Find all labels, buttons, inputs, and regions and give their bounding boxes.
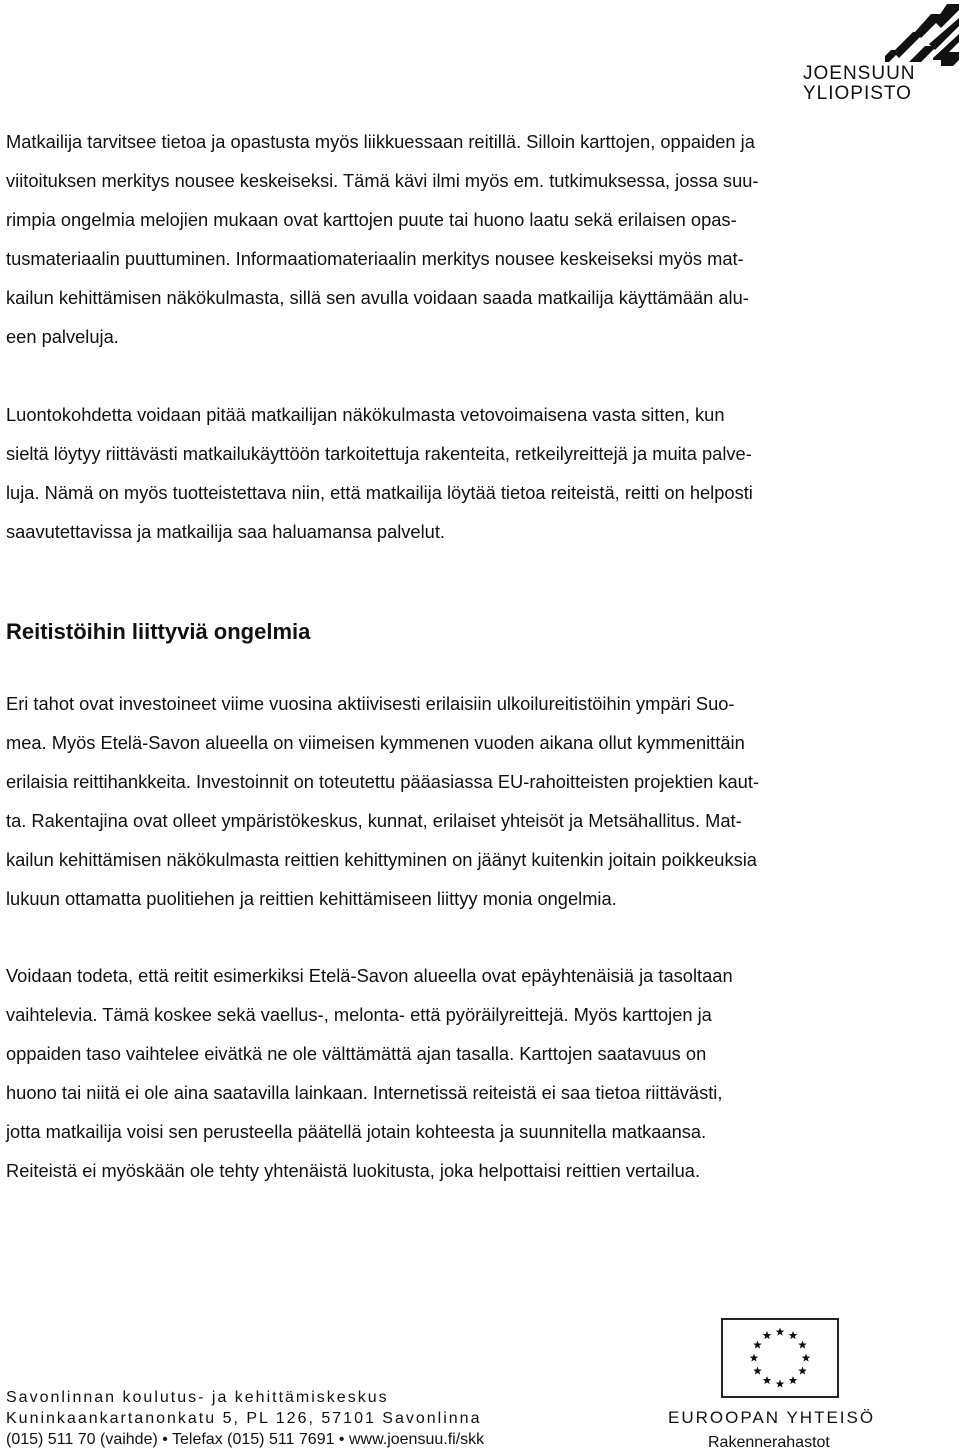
paragraph-line: rimpia ongelmia melojien mukaan ovat karttojen puute tai huono laatu sekä erilaisen opas- <box>6 209 737 230</box>
paragraph-line: Luontokohdetta voidaan pitää matkailijan näkökulmasta vetovoimaisena vasta sitten, kun <box>6 404 725 425</box>
paragraph-line: kailun kehittämisen näkökulmasta, sillä sen avulla voidaan saada matkailija käyttämään alu- <box>6 287 749 308</box>
paragraph-4 <box>6 956 930 1190</box>
footer-address: Kuninkaankartanonkatu 5, PL 126, 57101 Savonlinna <box>6 1410 482 1427</box>
eu-title: EUROOPAN YHTEISÖ <box>668 1408 876 1427</box>
paragraph-line: Matkailija tarvitsee tietoa ja opastusta myös liikkuessaan reitillä. Silloin karttojen, oppaiden ja <box>6 131 755 152</box>
paragraph-line: ta. Rakentajina ovat olleet ympäristökeskus, kunnat, erilaiset yhteisöt ja Metsähallitus. Mat- <box>6 810 742 831</box>
paragraph-line: saavutettavissa ja matkailija saa haluamansa palvelut. <box>6 521 445 542</box>
paragraph-line: luja. Nämä on myös tuotteistettava niin, että matkailija löytää tietoa reiteistä, reitti on helposti <box>6 482 753 503</box>
logo-line-1: JOENSUUN <box>803 63 916 84</box>
paragraph-line: tusmateriaalin puuttuminen. Informaatiomateriaalin merkitys nousee keskeiseksi myös mat- <box>6 248 744 269</box>
paragraph-2 <box>6 395 930 551</box>
paragraph-line: viitoituksen merkitys nousee keskeiseksi. Tämä kävi ilmi myös em. tutkimuksessa, jossa suu- <box>6 170 759 191</box>
paragraph-line: sieltä löytyy riittävästi matkailukäyttöön tarkoitettuja rakenteita, retkeilyreittejä ja muita palve- <box>6 443 752 464</box>
logo-mark-icon <box>885 4 959 66</box>
paragraph-1 <box>6 122 930 356</box>
paragraph-3 <box>6 684 930 918</box>
paragraph-line: Voidaan todeta, että reitit esimerkiksi Etelä-Savon alueella ovat epäyhtenäisiä ja tasoltaan <box>6 965 733 986</box>
section-heading: Reitistöihin liittyviä ongelmia <box>6 619 311 644</box>
paragraph-line: huono tai niitä ei ole aina saatavilla lainkaan. Internetissä reiteistä ei saa tietoa riittävästi, <box>6 1082 723 1103</box>
logo-line-2: YLIOPISTO <box>803 83 912 104</box>
footer-org: Savonlinnan koulutus- ja kehittämiskeskus <box>6 1389 389 1406</box>
paragraph-line: Reiteistä ei myöskään ole tehty yhtenäistä luokitusta, joka helpottaisi reittien vertailua. <box>6 1160 701 1181</box>
eu-logo <box>668 1318 898 1452</box>
paragraph-line: jotta matkailija voisi sen perusteella päätellä jotain kohteesta ja suunnitella matkaansa. <box>6 1121 707 1142</box>
paragraph-line: mea. Myös Etelä-Savon alueella on viimeisen kymmenen vuoden aikana ollut kymmenittäin <box>6 732 745 753</box>
paragraph-line: kailun kehittämisen näkökulmasta reittien kehittyminen on jäänyt kuitenkin joitain poikkeuksia <box>6 849 757 870</box>
paragraph-line: erilaisia reittihankkeita. Investoinnit on toteutettu pääasiassa EU-rahoitteisten projektien kaut- <box>6 771 759 792</box>
paragraph-line: Eri tahot ovat investoineet viime vuosina aktiivisesti erilaisiin ulkoilureitistöihin ympäri Suo- <box>6 693 735 714</box>
eu-subtitle: Rakennerahastot <box>708 1434 830 1451</box>
paragraph-line: lukuun ottamatta puolitiehen ja reittien kehittämiseen liittyy monia ongelmia. <box>6 888 617 909</box>
eu-flag-icon <box>721 1318 839 1398</box>
paragraph-line: vaihtelevia. Tämä koskee sekä vaellus-, melonta- että pyöräilyreittejä. Myös karttojen ja <box>6 1004 712 1025</box>
university-logo <box>803 4 959 112</box>
paragraph-line: oppaiden taso vaihtelee eivätkä ne ole välttämättä ajan tasalla. Karttojen saatavuus on <box>6 1043 707 1064</box>
footer <box>6 1387 646 1450</box>
paragraph-line: een palveluja. <box>6 326 119 347</box>
footer-contact: (015) 511 70 (vaihde) • Telefax (015) 511 7691 • www.joensuu.fi/skk <box>6 1431 485 1448</box>
